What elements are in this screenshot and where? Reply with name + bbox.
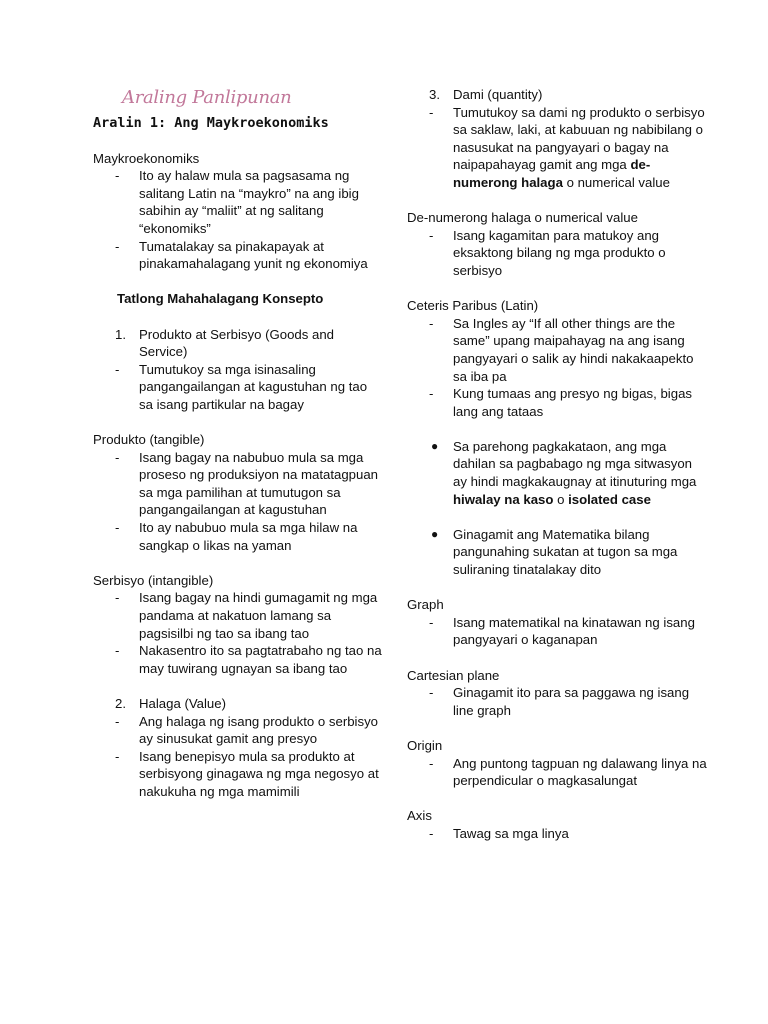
list-item: - Isang matematikal na kinatawan ng isang pangyayari o kaganapan xyxy=(429,614,695,648)
bullet-dot-icon: ● xyxy=(431,438,439,453)
bold-term: hiwalay na kaso xyxy=(453,491,554,507)
subject-title: Araling Panlipunan xyxy=(122,87,292,108)
term-denumero: De-numerong halaga o numerical value xyxy=(407,210,638,226)
list-item: - Ginagamit ito para sa paggawa ng isang line graph xyxy=(429,685,690,718)
bullet-item: ● Ginagamit ang Matematika bilang pangunahing sukatan at tugon sa mga suliraning tinatalakay dito xyxy=(431,526,678,578)
term-cartesian-plane: Cartesian plane xyxy=(407,667,500,683)
term-serbisyo: Serbisyo (intangible) xyxy=(93,572,214,588)
bullet-dot-icon: ● xyxy=(431,526,439,541)
list-item: - Ito ay nabubuo mula sa mga hilaw na sangkap o likas na yaman xyxy=(115,520,358,553)
term-origin: Origin xyxy=(407,737,443,753)
list-item: - Isang kagamitan para matukoy ang eksaktong bilang ng mga produkto o serbisyo xyxy=(429,227,666,278)
list-item: - Tumutukoy sa mga isinasaling pangangailangan at kagustuhan ng tao sa isang partikular na bagay xyxy=(115,361,368,412)
list-item: - Isang bagay na hindi gumagamit ng mga pandama at nakatuon lamang sa pagsisilbi ng tao sa ibang tao xyxy=(115,590,378,641)
list-item: - Tumatalakay sa pinakapayak at pinakamahalagang yunit ng ekonomiya xyxy=(115,238,368,272)
list-item: - Sa Ingles ay “If all other things are the same” upang maipahayag na ang isang pangyayari o salik ay hindi nakakaapekto sa iba pa xyxy=(429,315,694,384)
left-column xyxy=(93,86,383,801)
list-item: - Isang benepisyo mula sa produkto at serbisyong ginagawa ng mga negosyo at nakukuha ng mga mamimili xyxy=(115,748,379,799)
term-produkto: Produkto (tangible) xyxy=(93,432,205,448)
term-ceteris-paribus: Ceteris Paribus (Latin) xyxy=(407,298,539,314)
list-item: - Isang bagay na nabubuo mula sa mga proseso ng produksiyon na matatagpuan sa mga pamilihan at tumutugon sa pangangailangan at kagustuhan xyxy=(115,449,379,518)
lesson-title: Aralin 1: Ang Maykroekonomiks xyxy=(93,115,329,131)
term-graph: Graph xyxy=(407,597,444,613)
list-item: - Ito ay halaw mula sa pagsasama ng salitang Latin na “maykro” na ang ibig sabihin ay “maliit” at ng salitang “ekonomiks” xyxy=(115,168,359,236)
numbered-item: 3. Dami (quantity) xyxy=(429,87,543,102)
list-item: - Kung tumaas ang presyo ng bigas, bigas lang ang tataas xyxy=(429,386,692,419)
list-item: - Ang halaga ng isang produkto o serbisyo ay sinusukat gamit ang presyo xyxy=(115,713,379,747)
term-axis: Axis xyxy=(407,808,432,824)
numbered-item: 1. Produkto at Serbisyo (Goods and Service) xyxy=(115,326,334,360)
section-heading: Tatlong Mahahalagang Konsepto xyxy=(117,291,324,307)
list-item: - Tumutukoy sa dami ng produkto o serbisyo sa saklaw, laki, at kabuuan ng nabibilang o nasusukat na pangyayari o bagay na naipapahayag gamit ang mga de-numerong halaga o numerical value xyxy=(429,104,705,190)
list-item: - Ang puntong tagpuan ng dalawang linya na perpendicular o magkasalungat xyxy=(429,755,707,789)
bold-term: de-numerong halaga xyxy=(453,157,651,190)
list-item: - Tawag sa mga linya xyxy=(429,825,569,841)
term-maykroekonomiks: Maykroekonomiks xyxy=(93,150,200,166)
bullet-item: ● Sa parehong pagkakataon, ang mga dahilan sa pagbabago ng mga sitwasyon ay hindi magkakaugnay at itinuturing mga hiwalay na kaso o isolated case xyxy=(431,438,697,507)
bold-term: isolated case xyxy=(568,491,651,507)
numbered-item: 2. Halaga (Value) xyxy=(115,696,226,711)
right-column xyxy=(407,86,707,843)
list-item: - Nakasentro ito sa pagtatrabaho ng tao na may tuwirang ugnayan sa ibang tao xyxy=(115,643,382,676)
